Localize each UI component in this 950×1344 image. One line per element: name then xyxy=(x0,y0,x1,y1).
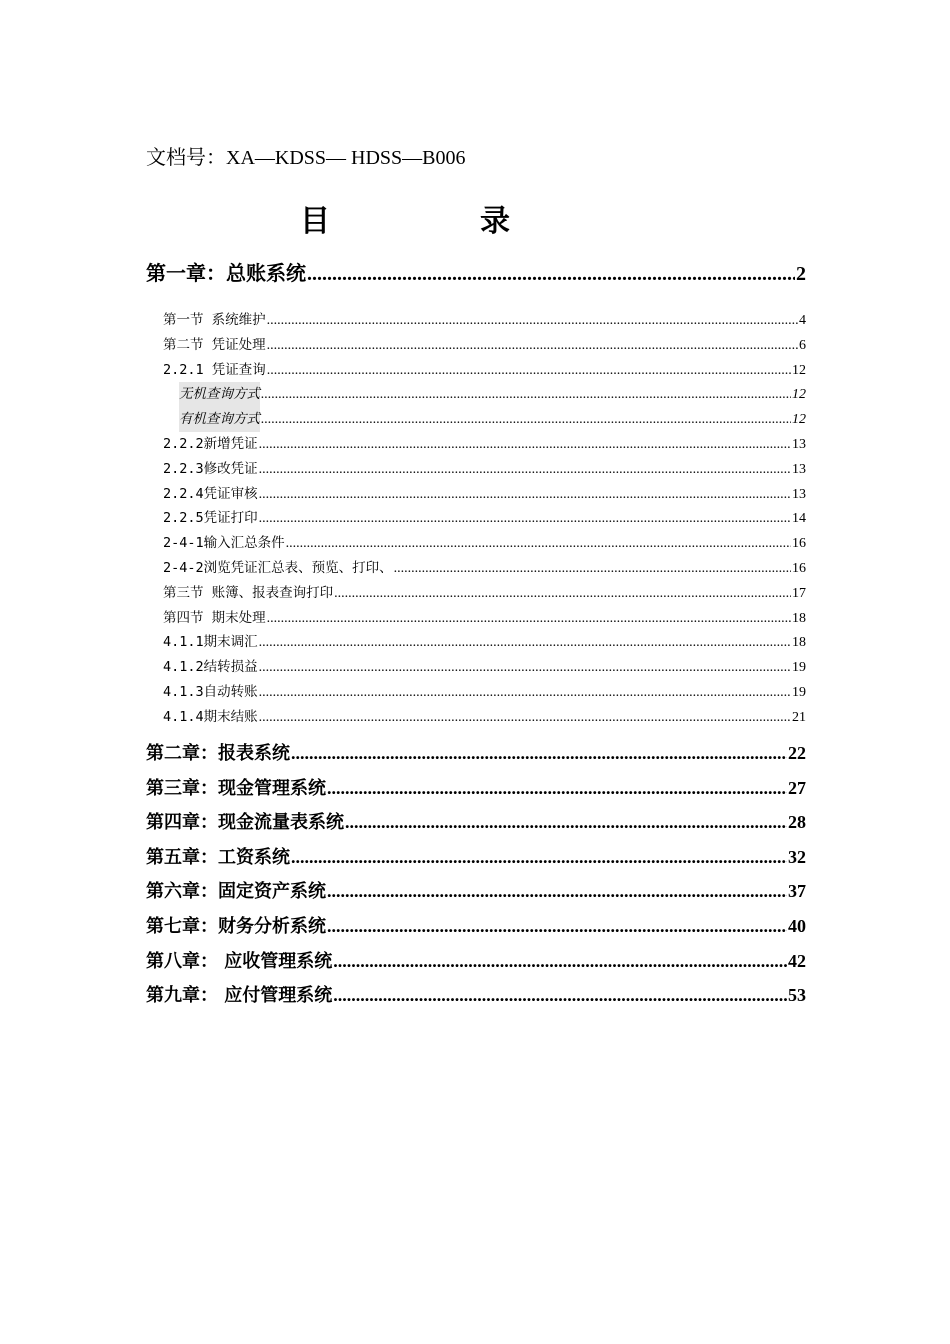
toc-entry-label: 第三节 账簿、报表查询打印 xyxy=(163,584,334,601)
toc-leader-dots xyxy=(267,359,791,384)
toc-entry-page: 6 xyxy=(799,337,806,353)
toc-entry-page: 28 xyxy=(788,812,806,833)
toc-entry-chapter[interactable] xyxy=(146,805,806,840)
toc-entry-label: 第二节 凭证处理 xyxy=(163,336,266,353)
toc-entry-page: 53 xyxy=(788,985,806,1006)
toc-entry-page: 27 xyxy=(788,777,806,798)
toc-entry-label: 2-4-2浏览凭证汇总表、预览、打印、 xyxy=(163,559,393,576)
toc-entry-label: 2.2.1 凭证查询 xyxy=(163,361,266,378)
toc-entry-label: 2-4-1输入汇总条件 xyxy=(163,535,285,552)
toc-leader-dots xyxy=(259,458,791,483)
toc-entry-subsection[interactable] xyxy=(146,606,806,631)
toc-entry-page: 22 xyxy=(788,743,806,763)
toc-entry-page: 14 xyxy=(792,511,806,527)
toc-entry-chapter[interactable] xyxy=(146,840,806,875)
toc-entry-subsection[interactable] xyxy=(146,581,806,606)
toc-entry-page: 32 xyxy=(788,846,806,867)
toc-entry-chapter[interactable] xyxy=(146,874,806,909)
toc-entry-subsection[interactable] xyxy=(146,382,806,407)
toc-entry-page: 12 xyxy=(792,387,806,403)
toc-entry-label: 4.1.4期末结账 xyxy=(163,708,258,725)
toc-entry-label: 第一节 系统维护 xyxy=(163,312,266,328)
toc-leader-dots xyxy=(333,978,787,1013)
toc-entry-chapter[interactable] xyxy=(146,771,806,806)
toc-leader-dots xyxy=(327,909,787,944)
toc-leader-dots xyxy=(327,874,787,909)
toc-leader-dots xyxy=(267,309,798,334)
toc-entry-page: 37 xyxy=(788,881,806,902)
toc-entry-subsection[interactable] xyxy=(146,506,806,531)
toc-entry-subsection[interactable] xyxy=(146,655,806,680)
toc-leader-dots xyxy=(334,582,791,607)
toc-entry-page: 19 xyxy=(792,684,806,700)
toc-entry-page: 13 xyxy=(792,461,806,477)
toc-entry-label: 第四节 期末处理 xyxy=(163,609,266,626)
toc-entry-subsection[interactable] xyxy=(146,482,806,507)
toc-leader-dots xyxy=(394,557,791,582)
toc-entry-page: 40 xyxy=(788,915,806,936)
toc-leader-dots xyxy=(333,944,787,979)
toc-leader-dots xyxy=(286,532,791,557)
toc-entry-subsection[interactable] xyxy=(146,432,806,457)
toc-entry-page: 13 xyxy=(792,436,806,452)
toc-entry-page: 17 xyxy=(792,585,806,601)
toc-leader-dots xyxy=(259,706,791,731)
toc-leader-dots xyxy=(291,736,787,771)
toc-entry-subsection[interactable] xyxy=(146,680,806,705)
toc-entry-page: 12 xyxy=(792,362,806,378)
toc-leader-dots xyxy=(345,805,787,840)
toc-leader-dots xyxy=(259,681,791,706)
toc-entry-label: 2.2.3修改凭证 xyxy=(163,460,258,477)
toc-entry-subsection[interactable] xyxy=(146,358,806,383)
toc-entry-subsection[interactable] xyxy=(146,630,806,655)
toc-title-char-1: 目 xyxy=(300,204,330,239)
document-number: 文档号：XA—KDSS— HDSS—B006 xyxy=(146,147,466,169)
toc-entry-label: 4.1.1期末调汇 xyxy=(163,634,258,651)
toc-leader-dots xyxy=(259,507,791,532)
toc-entry-page: 4 xyxy=(799,313,806,328)
toc-entry-page: 18 xyxy=(792,610,806,626)
toc-entry-page: 18 xyxy=(792,635,806,651)
toc-entry-label: 第一章：总账系统 xyxy=(146,261,306,285)
toc-entry-page: 16 xyxy=(792,560,806,576)
toc-entry-subsection[interactable] xyxy=(146,457,806,482)
toc-entry-chapter[interactable] xyxy=(146,944,806,979)
toc-entry-subsection[interactable] xyxy=(146,407,806,432)
toc-entry-chapter[interactable] xyxy=(146,736,806,771)
toc-entry-label: 第二章：报表系统 xyxy=(146,743,290,764)
toc-leader-dots xyxy=(259,656,791,681)
toc-entry-label: 2.2.2新增凭证 xyxy=(163,435,258,452)
toc-entry-subsection[interactable] xyxy=(146,556,806,581)
toc-entry-label: 无机查询方式 xyxy=(179,382,260,407)
toc-entry-label: 4.1.3自动转账 xyxy=(163,683,258,700)
table-of-contents xyxy=(146,256,806,291)
toc-entry-chapter-1[interactable] xyxy=(146,256,806,291)
toc-entry-label: 有机查询方式 xyxy=(179,407,260,432)
toc-entry-label: 第七章：财务分析系统 xyxy=(146,915,326,937)
toc-title xyxy=(300,196,510,240)
toc-entry-subsection[interactable] xyxy=(146,333,806,358)
toc-leader-dots xyxy=(267,334,798,359)
toc-entry-page: 42 xyxy=(788,950,806,971)
toc-leader-dots xyxy=(327,771,787,806)
toc-entry-chapter[interactable] xyxy=(146,978,806,1013)
toc-entry-label: 第五章：工资系统 xyxy=(146,846,290,868)
toc-entry-page: 13 xyxy=(792,486,806,502)
toc-entry-label: 2.2.4凭证审核 xyxy=(163,485,258,502)
toc-entry-label: 4.1.2结转损益 xyxy=(163,659,258,676)
toc-leader-dots xyxy=(307,257,795,292)
toc-subsections xyxy=(146,308,806,730)
toc-entry-page: 19 xyxy=(792,660,806,676)
toc-leader-dots xyxy=(267,607,791,632)
toc-leader-dots xyxy=(261,408,791,433)
toc-entry-subsection[interactable] xyxy=(146,531,806,556)
toc-entry-page: 12 xyxy=(792,412,806,428)
toc-chapters xyxy=(146,736,806,1013)
toc-entry-label: 第八章： 应收管理系统 xyxy=(146,950,333,972)
toc-leader-dots xyxy=(261,383,791,408)
toc-entry-page: 21 xyxy=(792,709,806,725)
toc-entry-label: 第四章：现金流量表系统 xyxy=(146,812,344,834)
toc-entry-label: 第六章：固定资产系统 xyxy=(146,881,326,903)
toc-entry-label: 第九章： 应付管理系统 xyxy=(146,985,333,1007)
toc-title-char-2: 录 xyxy=(480,204,510,239)
toc-leader-dots xyxy=(291,840,787,875)
toc-entry-label: 2.2.5凭证打印 xyxy=(163,510,258,527)
toc-leader-dots xyxy=(259,483,791,508)
toc-entry-label: 第三章：现金管理系统 xyxy=(146,777,326,799)
toc-entry-chapter[interactable] xyxy=(146,909,806,944)
toc-entry-page: 16 xyxy=(792,536,806,552)
toc-entry-page: 2 xyxy=(796,263,806,285)
toc-leader-dots xyxy=(259,433,791,458)
toc-entry-subsection[interactable] xyxy=(146,308,806,333)
toc-entry-subsection[interactable] xyxy=(146,705,806,730)
toc-leader-dots xyxy=(259,631,791,656)
